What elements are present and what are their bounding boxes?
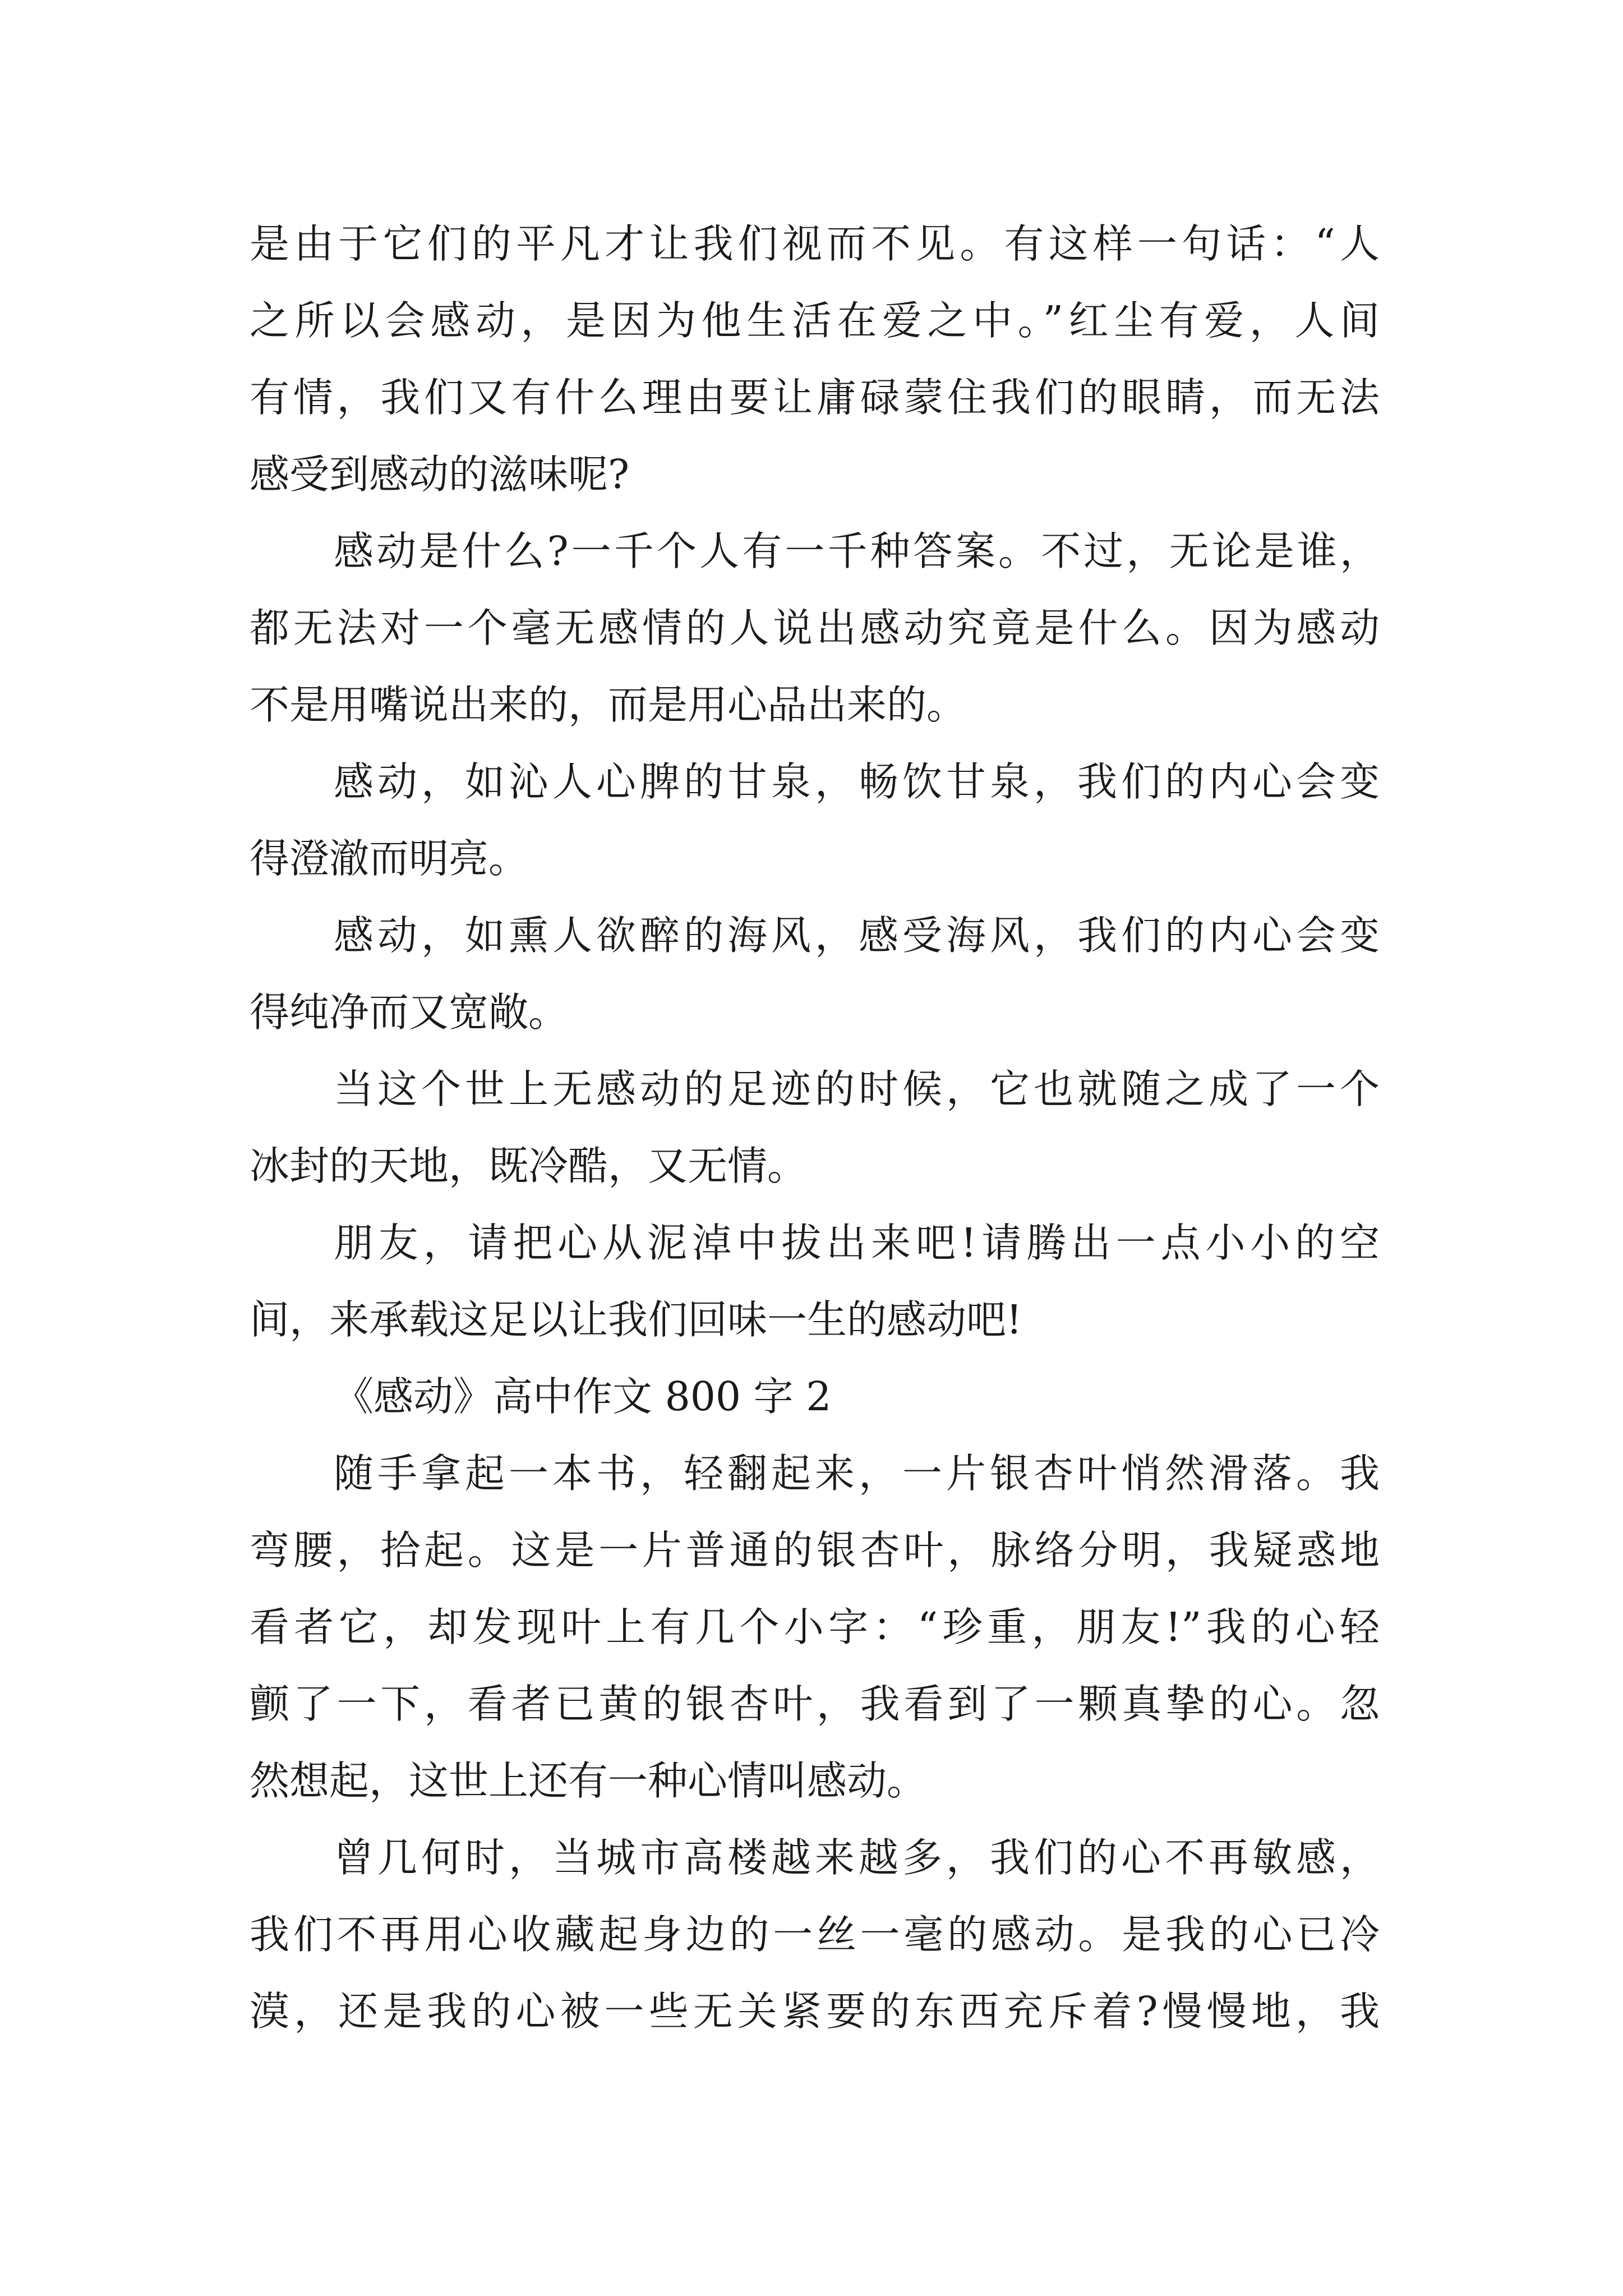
text-line: 感动是什么?一千个人有一千种答案。不过，无论是谁， (334, 528, 1380, 574)
text-line: 感受到感动的滋味呢? (250, 451, 630, 498)
text-line: 有情，我们又有什么理由要让庸碌蒙住我们的眼睛，而无法 (250, 374, 1380, 421)
text-line: 得澄澈而明亮。 (250, 835, 529, 882)
text-line: 之所以会感动，是因为他生活在爱之中。”红尘有爱，人间 (250, 297, 1380, 344)
text-line: 当这个世上无感动的足迹的时候，它也就随之成了一个 (334, 1066, 1380, 1112)
essay-body (250, 205, 1380, 2050)
text-line: 间，来承载这足以让我们回味一生的感动吧! (250, 1296, 1022, 1343)
text-line: 是由于它们的平凡才让我们视而不见。有这样一句话：“人 (250, 220, 1380, 267)
text-line: 随手拿起一本书，轻翻起来，一片银杏叶悄然滑落。我 (334, 1450, 1380, 1497)
text-line: 朋友，请把心从泥淖中拔出来吧!请腾出一点小小的空 (334, 1220, 1380, 1266)
text-line: 颤了一下，看者已黄的银杏叶，我看到了一颗真挚的心。忽 (250, 1681, 1380, 1727)
text-line: 感动，如熏人欲醉的海风，感受海风，我们的内心会变 (334, 912, 1380, 959)
text-line: 看者它，却发现叶上有几个小字：“珍重，朋友!”我的心轻 (250, 1604, 1380, 1650)
text-line: 然想起，这世上还有一种心情叫感动。 (250, 1757, 927, 1804)
text-line: 《感动》高中作文 800 字 2 (334, 1373, 832, 1420)
text-line: 得纯净而又宽敞。 (250, 989, 569, 1036)
text-line: 冰封的天地，既冷酷，又无情。 (250, 1143, 808, 1189)
text-line: 感动，如沁人心脾的甘泉，畅饮甘泉，我们的内心会变 (334, 758, 1380, 805)
text-line: 曾几何时，当城市高楼越来越多，我们的心不再敏感， (334, 1834, 1380, 1881)
text-line: 都无法对一个毫无感情的人说出感动究竟是什么。因为感动 (250, 605, 1380, 651)
text-line: 漠，还是我的心被一些无关紧要的东西充斥着?慢慢地，我 (250, 1988, 1380, 2035)
text-line: 弯腰，拾起。这是一片普通的银杏叶，脉络分明，我疑惑地 (250, 1527, 1380, 1573)
text-line: 不是用嘴说出来的，而是用心品出来的。 (250, 682, 967, 728)
text-line: 我们不再用心收藏起身边的一丝一毫的感动。是我的心已冷 (250, 1911, 1380, 1958)
